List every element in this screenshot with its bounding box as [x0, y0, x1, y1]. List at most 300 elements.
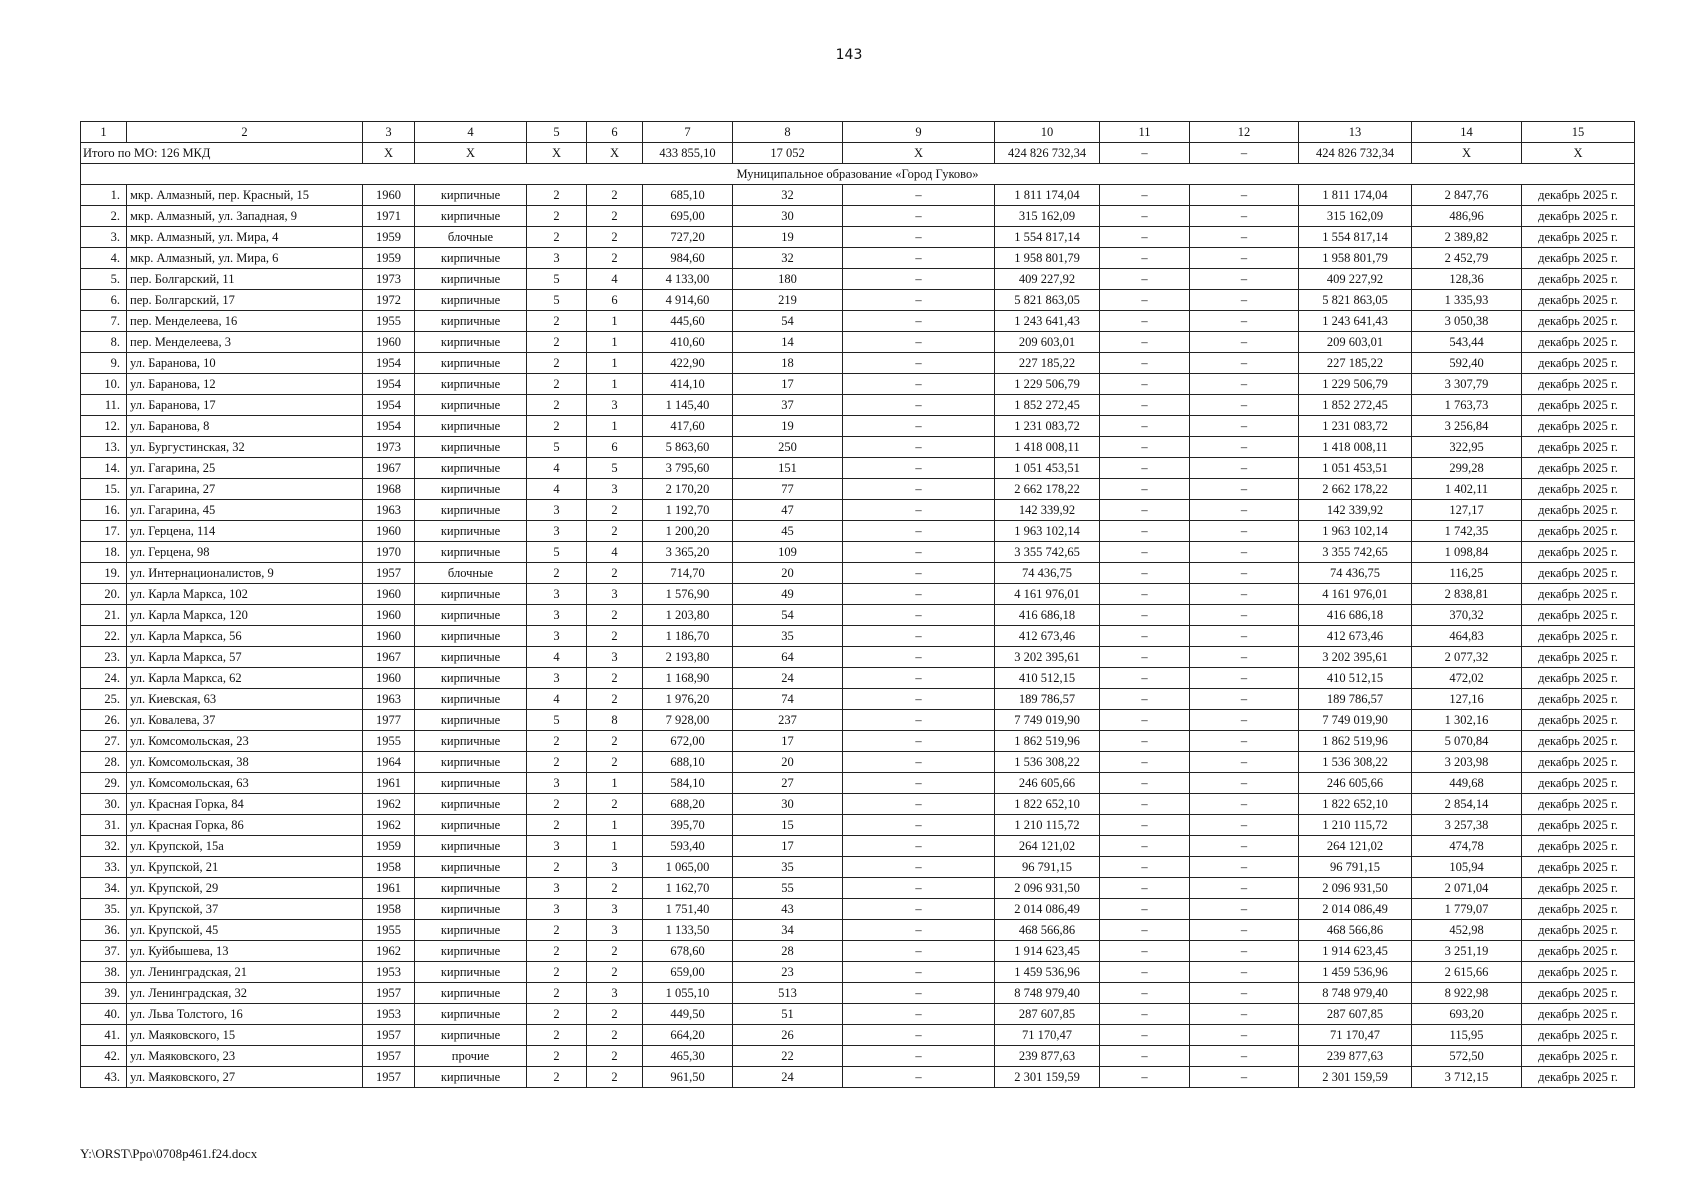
- table-cell: –: [843, 269, 995, 290]
- table-cell: 1957: [363, 983, 415, 1004]
- table-cell: кирпичные: [415, 731, 527, 752]
- table-cell: 3: [527, 626, 587, 647]
- table-cell: декабрь 2025 г.: [1522, 647, 1635, 668]
- address-cell: ул. Маяковского, 23: [127, 1046, 363, 1067]
- section-title-row: [81, 164, 1635, 185]
- table-cell: –: [1100, 416, 1190, 437]
- table-cell: 299,28: [1412, 458, 1522, 479]
- table-cell: 2.: [81, 206, 127, 227]
- table-cell: 219: [733, 290, 843, 311]
- table-cell: 239 877,63: [1299, 1046, 1412, 1067]
- table-cell: 1: [587, 815, 643, 836]
- table-cell: –: [843, 500, 995, 521]
- table-cell: 35.: [81, 899, 127, 920]
- table-cell: 20: [733, 563, 843, 584]
- table-cell: декабрь 2025 г.: [1522, 1067, 1635, 1088]
- table-cell: 1 098,84: [1412, 542, 1522, 563]
- table-cell: 35: [733, 857, 843, 878]
- address-cell: ул. Крупской, 21: [127, 857, 363, 878]
- table-cell: декабрь 2025 г.: [1522, 794, 1635, 815]
- table-cell: 3: [587, 647, 643, 668]
- table-cell: –: [843, 731, 995, 752]
- table-cell: 2 389,82: [1412, 227, 1522, 248]
- table-cell: 1962: [363, 941, 415, 962]
- address-cell: пер. Болгарский, 17: [127, 290, 363, 311]
- table-cell: 1: [587, 773, 643, 794]
- table-cell: 2 301 159,59: [1299, 1067, 1412, 1088]
- table-cell: –: [843, 584, 995, 605]
- table-cell: декабрь 2025 г.: [1522, 710, 1635, 731]
- table-cell: 4: [587, 269, 643, 290]
- table-cell: 370,32: [1412, 605, 1522, 626]
- table-cell: 672,00: [643, 731, 733, 752]
- table-cell: 410 512,15: [995, 668, 1100, 689]
- table-cell: 714,70: [643, 563, 733, 584]
- table-cell: 287 607,85: [995, 1004, 1100, 1025]
- table-cell: кирпичные: [415, 815, 527, 836]
- table-cell: –: [1100, 1004, 1190, 1025]
- table-cell: 264 121,02: [1299, 836, 1412, 857]
- table-cell: 1: [587, 416, 643, 437]
- table-cell: 43.: [81, 1067, 127, 1088]
- table-cell: 142 339,92: [995, 500, 1100, 521]
- table-cell: 1 822 652,10: [1299, 794, 1412, 815]
- table-row: [81, 479, 1635, 500]
- table-cell: 24.: [81, 668, 127, 689]
- table-row: [81, 731, 1635, 752]
- table-cell: 3 050,38: [1412, 311, 1522, 332]
- table-cell: 41.: [81, 1025, 127, 1046]
- address-cell: ул. Крупской, 29: [127, 878, 363, 899]
- table-cell: 2: [587, 248, 643, 269]
- table-cell: –: [843, 668, 995, 689]
- table-cell: 414,10: [643, 374, 733, 395]
- address-cell: ул. Красная Горка, 86: [127, 815, 363, 836]
- table-cell: кирпичные: [415, 857, 527, 878]
- table-row: [81, 1025, 1635, 1046]
- address-cell: пер. Менделеева, 3: [127, 332, 363, 353]
- table-cell: 2: [527, 332, 587, 353]
- table-row: [81, 311, 1635, 332]
- table-cell: 1954: [363, 416, 415, 437]
- table-cell: –: [843, 983, 995, 1004]
- table-cell: 71 170,47: [995, 1025, 1100, 1046]
- address-cell: ул. Комсомольская, 38: [127, 752, 363, 773]
- table-cell: 1960: [363, 626, 415, 647]
- table-cell: 3: [527, 248, 587, 269]
- table-cell: –: [843, 563, 995, 584]
- table-cell: 8 748 979,40: [995, 983, 1100, 1004]
- table-cell: 17.: [81, 521, 127, 542]
- table-cell: –: [1100, 710, 1190, 731]
- table-cell: –: [1100, 815, 1190, 836]
- table-cell: 1958: [363, 857, 415, 878]
- table-cell: –: [843, 857, 995, 878]
- table-cell: 1 536 308,22: [995, 752, 1100, 773]
- table-row: [81, 332, 1635, 353]
- table-cell: –: [843, 899, 995, 920]
- column-number: 4: [415, 122, 527, 143]
- table-cell: 43: [733, 899, 843, 920]
- table-cell: 2: [527, 857, 587, 878]
- table-cell: 2: [587, 626, 643, 647]
- table-cell: 1968: [363, 479, 415, 500]
- address-cell: ул. Ковалева, 37: [127, 710, 363, 731]
- table-cell: 1959: [363, 248, 415, 269]
- table-cell: 6: [587, 437, 643, 458]
- table-cell: 1957: [363, 1067, 415, 1088]
- table-cell: кирпичные: [415, 962, 527, 983]
- column-number: 7: [643, 122, 733, 143]
- table-cell: 12.: [81, 416, 127, 437]
- table-row: [81, 626, 1635, 647]
- address-cell: ул. Маяковского, 27: [127, 1067, 363, 1088]
- table-cell: 10.: [81, 374, 127, 395]
- table-row: [81, 647, 1635, 668]
- table-cell: 227 185,22: [995, 353, 1100, 374]
- table-cell: –: [1100, 920, 1190, 941]
- table-cell: 45: [733, 521, 843, 542]
- table-row: [81, 374, 1635, 395]
- table-cell: декабрь 2025 г.: [1522, 773, 1635, 794]
- table-cell: кирпичные: [415, 500, 527, 521]
- table-cell: –: [1190, 920, 1299, 941]
- table-cell: 39.: [81, 983, 127, 1004]
- table-cell: 30: [733, 794, 843, 815]
- table-cell: –: [1100, 521, 1190, 542]
- table-cell: –: [1100, 1046, 1190, 1067]
- table-cell: 1 963 102,14: [1299, 521, 1412, 542]
- table-cell: декабрь 2025 г.: [1522, 248, 1635, 269]
- capital-repair-table: [80, 121, 1635, 1088]
- table-cell: 1 418 008,11: [1299, 437, 1412, 458]
- table-cell: –: [1100, 374, 1190, 395]
- address-cell: ул. Карла Маркса, 62: [127, 668, 363, 689]
- table-row: [81, 269, 1635, 290]
- table-cell: 1958: [363, 899, 415, 920]
- address-cell: ул. Льва Толстого, 16: [127, 1004, 363, 1025]
- table-cell: –: [1190, 395, 1299, 416]
- address-cell: ул. Баранова, 10: [127, 353, 363, 374]
- table-cell: 416 686,18: [1299, 605, 1412, 626]
- table-cell: 2 014 086,49: [995, 899, 1100, 920]
- table-row: [81, 920, 1635, 941]
- table-cell: декабрь 2025 г.: [1522, 521, 1635, 542]
- table-cell: –: [1190, 1046, 1299, 1067]
- table-cell: –: [1100, 437, 1190, 458]
- table-cell: –: [1100, 983, 1190, 1004]
- table-row: [81, 563, 1635, 584]
- table-cell: –: [1190, 878, 1299, 899]
- table-cell: 678,60: [643, 941, 733, 962]
- table-cell: 180: [733, 269, 843, 290]
- table-cell: 30: [733, 206, 843, 227]
- table-cell: 2: [587, 689, 643, 710]
- table-cell: 74 436,75: [995, 563, 1100, 584]
- table-cell: 115,95: [1412, 1025, 1522, 1046]
- table-cell: 35: [733, 626, 843, 647]
- table-cell: 8 922,98: [1412, 983, 1522, 1004]
- table-cell: блочные: [415, 227, 527, 248]
- table-cell: 2 662 178,22: [1299, 479, 1412, 500]
- table-cell: 26.: [81, 710, 127, 731]
- table-row: [81, 500, 1635, 521]
- table-cell: 1 811 174,04: [1299, 185, 1412, 206]
- table-cell: 1962: [363, 794, 415, 815]
- table-cell: –: [1190, 374, 1299, 395]
- table-cell: –: [1100, 227, 1190, 248]
- table-cell: 3: [527, 500, 587, 521]
- table-cell: кирпичные: [415, 206, 527, 227]
- total-cell: 433 855,10: [643, 143, 733, 164]
- table-cell: 17: [733, 374, 843, 395]
- table-cell: 18: [733, 353, 843, 374]
- table-cell: 19: [733, 416, 843, 437]
- table-cell: –: [843, 227, 995, 248]
- table-cell: –: [1190, 311, 1299, 332]
- table-cell: 71 170,47: [1299, 1025, 1412, 1046]
- table-cell: 127,16: [1412, 689, 1522, 710]
- table-cell: 17: [733, 836, 843, 857]
- table-cell: 8 748 979,40: [1299, 983, 1412, 1004]
- table-cell: 1 051 453,51: [1299, 458, 1412, 479]
- table-cell: 1973: [363, 437, 415, 458]
- table-cell: 4: [527, 689, 587, 710]
- table-cell: 23: [733, 962, 843, 983]
- table-cell: –: [1100, 248, 1190, 269]
- table-cell: 246 605,66: [1299, 773, 1412, 794]
- table-cell: –: [1190, 605, 1299, 626]
- table-row: [81, 227, 1635, 248]
- table-cell: 32: [733, 248, 843, 269]
- table-cell: кирпичные: [415, 647, 527, 668]
- table-cell: 4: [527, 458, 587, 479]
- table-cell: 2 096 931,50: [1299, 878, 1412, 899]
- table-cell: –: [843, 605, 995, 626]
- address-cell: пер. Менделеева, 16: [127, 311, 363, 332]
- table-cell: 1 162,70: [643, 878, 733, 899]
- table-cell: 1972: [363, 290, 415, 311]
- address-cell: ул. Баранова, 17: [127, 395, 363, 416]
- address-cell: ул. Комсомольская, 63: [127, 773, 363, 794]
- table-cell: кирпичные: [415, 878, 527, 899]
- table-cell: 30.: [81, 794, 127, 815]
- table-cell: 3 355 742,65: [1299, 542, 1412, 563]
- table-cell: 38.: [81, 962, 127, 983]
- table-cell: 1954: [363, 395, 415, 416]
- table-cell: –: [1190, 710, 1299, 731]
- table-cell: –: [1190, 437, 1299, 458]
- table-cell: 1960: [363, 185, 415, 206]
- address-cell: ул. Гагарина, 27: [127, 479, 363, 500]
- table-cell: 1 243 641,43: [1299, 311, 1412, 332]
- table-cell: 315 162,09: [1299, 206, 1412, 227]
- table-cell: 2 014 086,49: [1299, 899, 1412, 920]
- table-cell: 264 121,02: [995, 836, 1100, 857]
- table-cell: –: [1190, 941, 1299, 962]
- table-row: [81, 752, 1635, 773]
- table-cell: 1973: [363, 269, 415, 290]
- table-cell: –: [843, 773, 995, 794]
- table-cell: 18.: [81, 542, 127, 563]
- table-cell: –: [1100, 836, 1190, 857]
- table-row: [81, 836, 1635, 857]
- table-cell: –: [1190, 1067, 1299, 1088]
- table-cell: 688,10: [643, 752, 733, 773]
- total-cell: –: [1190, 143, 1299, 164]
- table-cell: кирпичные: [415, 941, 527, 962]
- table-row: [81, 668, 1635, 689]
- table-row: [81, 290, 1635, 311]
- table-cell: кирпичные: [415, 416, 527, 437]
- column-number: 14: [1412, 122, 1522, 143]
- table-cell: 1957: [363, 563, 415, 584]
- table-cell: –: [1100, 584, 1190, 605]
- table-cell: –: [843, 206, 995, 227]
- table-cell: 2: [587, 1046, 643, 1067]
- table-cell: 1 976,20: [643, 689, 733, 710]
- table-cell: –: [843, 689, 995, 710]
- table-cell: 5: [527, 290, 587, 311]
- table-cell: 1 200,20: [643, 521, 733, 542]
- table-cell: –: [1190, 857, 1299, 878]
- table-cell: –: [1190, 752, 1299, 773]
- table-cell: –: [843, 836, 995, 857]
- table-cell: –: [1100, 332, 1190, 353]
- total-cell: 424 826 732,34: [995, 143, 1100, 164]
- address-cell: ул. Герцена, 98: [127, 542, 363, 563]
- table-cell: декабрь 2025 г.: [1522, 542, 1635, 563]
- table-cell: 2: [587, 521, 643, 542]
- table-cell: 6: [587, 290, 643, 311]
- table-cell: 9.: [81, 353, 127, 374]
- table-cell: –: [1190, 542, 1299, 563]
- table-cell: 29.: [81, 773, 127, 794]
- address-cell: ул. Герцена, 114: [127, 521, 363, 542]
- table-cell: –: [1100, 878, 1190, 899]
- column-number-row: [81, 122, 1635, 143]
- table-cell: 3: [587, 857, 643, 878]
- table-row: [81, 878, 1635, 899]
- table-cell: –: [1100, 941, 1190, 962]
- table-cell: кирпичные: [415, 1025, 527, 1046]
- table-cell: 6.: [81, 290, 127, 311]
- table-cell: 1 192,70: [643, 500, 733, 521]
- table-cell: –: [1100, 962, 1190, 983]
- column-number: 5: [527, 122, 587, 143]
- table-cell: 246 605,66: [995, 773, 1100, 794]
- table-row: [81, 521, 1635, 542]
- table-cell: декабрь 2025 г.: [1522, 395, 1635, 416]
- table-cell: –: [843, 353, 995, 374]
- total-cell: X: [527, 143, 587, 164]
- table-cell: 1 751,40: [643, 899, 733, 920]
- table-cell: 4: [527, 479, 587, 500]
- address-cell: пер. Болгарский, 11: [127, 269, 363, 290]
- table-cell: 189 786,57: [1299, 689, 1412, 710]
- table-cell: кирпичные: [415, 899, 527, 920]
- table-cell: 33.: [81, 857, 127, 878]
- address-cell: ул. Бургустинская, 32: [127, 437, 363, 458]
- table-cell: кирпичные: [415, 542, 527, 563]
- table-cell: –: [1100, 668, 1190, 689]
- table-cell: 2: [527, 815, 587, 836]
- table-cell: 2: [527, 227, 587, 248]
- table-cell: 1 742,35: [1412, 521, 1522, 542]
- table-cell: –: [1100, 458, 1190, 479]
- table-cell: –: [1190, 500, 1299, 521]
- table-cell: 2 838,81: [1412, 584, 1522, 605]
- table-cell: 3: [587, 899, 643, 920]
- table-cell: 3: [527, 521, 587, 542]
- table-cell: 2 071,04: [1412, 878, 1522, 899]
- table-cell: 3 712,15: [1412, 1067, 1522, 1088]
- table-cell: –: [1100, 689, 1190, 710]
- table-cell: 1 852 272,45: [1299, 395, 1412, 416]
- table-cell: 54: [733, 605, 843, 626]
- address-cell: ул. Крупской, 45: [127, 920, 363, 941]
- table-cell: 1960: [363, 332, 415, 353]
- table-row: [81, 794, 1635, 815]
- table-cell: 1 065,00: [643, 857, 733, 878]
- table-cell: 2: [587, 1004, 643, 1025]
- table-cell: декабрь 2025 г.: [1522, 920, 1635, 941]
- table-cell: 543,44: [1412, 332, 1522, 353]
- table-cell: 128,36: [1412, 269, 1522, 290]
- table-cell: 4.: [81, 248, 127, 269]
- table-cell: –: [1190, 731, 1299, 752]
- table-cell: декабрь 2025 г.: [1522, 353, 1635, 374]
- table-cell: 17: [733, 731, 843, 752]
- table-cell: 2 452,79: [1412, 248, 1522, 269]
- table-cell: декабрь 2025 г.: [1522, 374, 1635, 395]
- table-cell: 1963: [363, 500, 415, 521]
- table-cell: 1.: [81, 185, 127, 206]
- table-row: [81, 941, 1635, 962]
- table-cell: 1 958 801,79: [1299, 248, 1412, 269]
- table-cell: 409 227,92: [1299, 269, 1412, 290]
- table-cell: декабрь 2025 г.: [1522, 206, 1635, 227]
- table-cell: декабрь 2025 г.: [1522, 605, 1635, 626]
- table-cell: 4 161 976,01: [995, 584, 1100, 605]
- table-cell: блочные: [415, 563, 527, 584]
- table-cell: 2 193,80: [643, 647, 733, 668]
- table-cell: 3 257,38: [1412, 815, 1522, 836]
- table-cell: 5: [527, 710, 587, 731]
- table-cell: 2: [527, 1067, 587, 1088]
- table-cell: –: [1100, 290, 1190, 311]
- table-cell: 322,95: [1412, 437, 1522, 458]
- table-cell: декабрь 2025 г.: [1522, 941, 1635, 962]
- table-row: [81, 899, 1635, 920]
- table-cell: 3 795,60: [643, 458, 733, 479]
- table-cell: 11.: [81, 395, 127, 416]
- table-cell: 395,70: [643, 815, 733, 836]
- table-cell: 1 203,80: [643, 605, 733, 626]
- table-cell: 21.: [81, 605, 127, 626]
- table-cell: –: [1190, 1025, 1299, 1046]
- table-cell: 3: [587, 584, 643, 605]
- table-cell: 16.: [81, 500, 127, 521]
- table-cell: кирпичные: [415, 185, 527, 206]
- column-number: 6: [587, 122, 643, 143]
- table-cell: 984,60: [643, 248, 733, 269]
- table-cell: декабрь 2025 г.: [1522, 269, 1635, 290]
- table-cell: 2: [527, 353, 587, 374]
- table-cell: 1954: [363, 374, 415, 395]
- table-cell: кирпичные: [415, 248, 527, 269]
- table-cell: 22.: [81, 626, 127, 647]
